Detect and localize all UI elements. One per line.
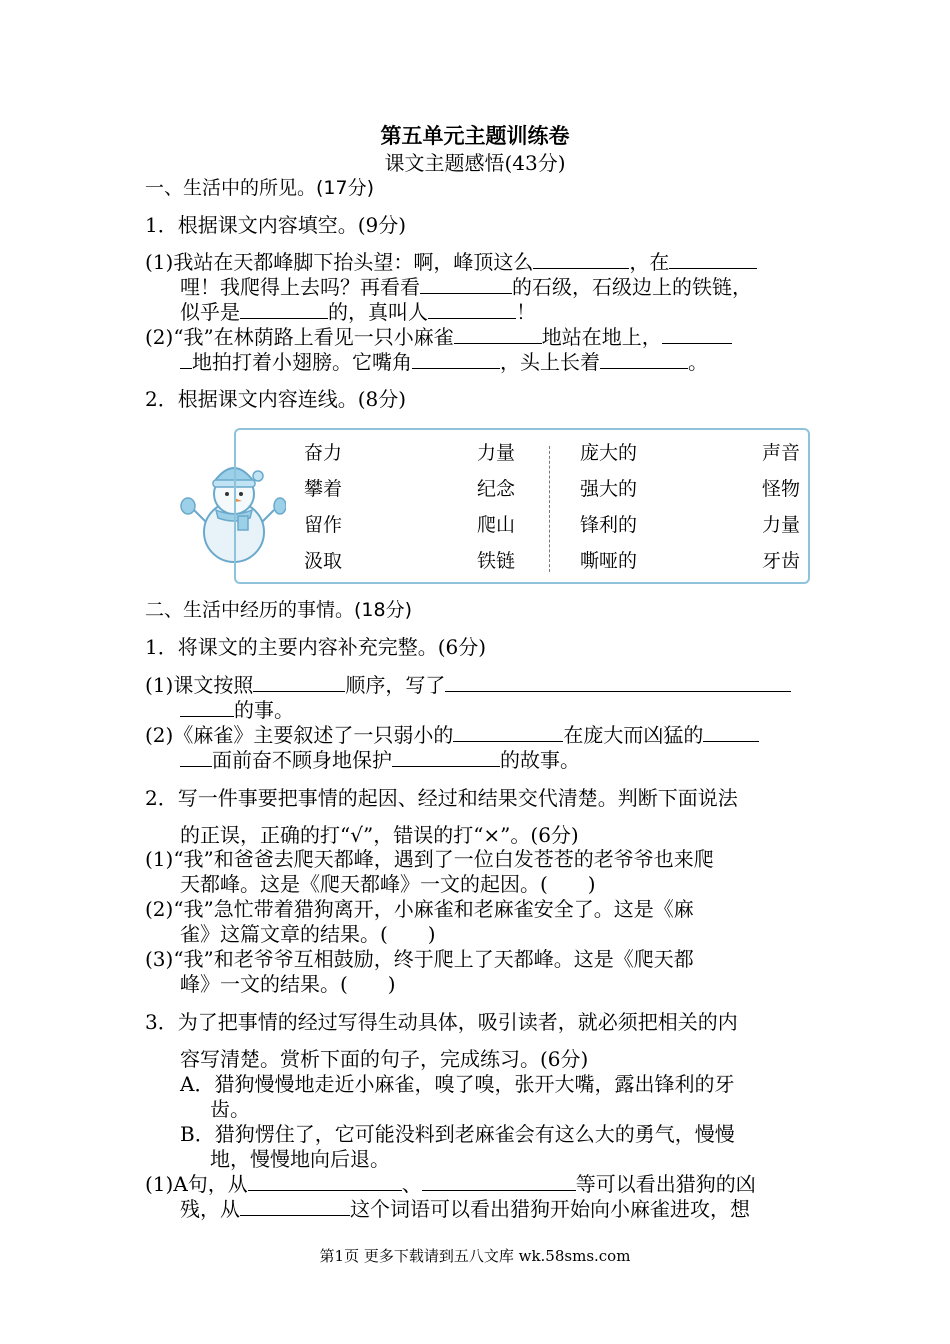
page-subtitle: 课文主题感悟(43分) (384, 151, 566, 175)
sentence-b: 地，慢慢地向后退。 (210, 1147, 390, 1171)
judgement-item: (3)“我”和老爷爷互相鼓励，终于爬上了天都峰。这是《爬天都 (145, 947, 694, 971)
section-heading: 二、生活中经历的事情。(18分) (145, 599, 413, 621)
fill-line: 地拍打着小翅膀。它嘴角 ，头上长着 。 (180, 350, 708, 374)
fill-line: (1)我站在天都峰脚下抬头望：啊，峰顶这么 ，在 (145, 250, 757, 274)
match-word[interactable]: 力量 (477, 442, 516, 464)
fill-line: (2)《麻雀》主要叙述了一只弱小的 在庞大而凶猛的 (145, 723, 759, 747)
match-word[interactable]: 怪物 (762, 478, 801, 500)
answer-blank[interactable] (420, 275, 512, 294)
answer-blank[interactable] (600, 350, 688, 369)
fill-line: (1)A句，从 、 等可以看出猎狗的凶 (145, 1172, 756, 1196)
page-footer: 第1页 更多下载请到五八文库 wk.58sms.com (319, 1247, 631, 1265)
fill-line: 残，从 这个词语可以看出猎狗开始向小麻雀进攻，想 (180, 1197, 750, 1221)
match-word[interactable]: 锋利的 (580, 514, 638, 536)
answer-blank[interactable] (533, 250, 629, 269)
question-prompt: 容写清楚。赏析下面的句子，完成练习。(6分) (180, 1047, 589, 1071)
answer-blank[interactable] (253, 673, 345, 692)
match-word[interactable]: 力量 (762, 514, 801, 536)
answer-blank[interactable] (454, 325, 542, 344)
match-word[interactable]: 牙齿 (762, 550, 801, 572)
fill-line: 哩！我爬得上去吗？再看看 的石级，石级边上的铁链， (180, 275, 752, 299)
judgement-item: (2)“我”急忙带着猎狗离开，小麻雀和老麻雀安全了。这是《麻 (145, 897, 694, 921)
match-word[interactable]: 汲取 (304, 550, 343, 572)
question-prompt: 3．为了把事情的经过写得生动具体，吸引读者，就必须把相关的内 (145, 1010, 738, 1034)
matching-divider (549, 446, 550, 572)
answer-blank[interactable] (180, 350, 192, 369)
answer-blank[interactable] (392, 748, 500, 767)
question-prompt: 2．写一件事要把事情的起因、经过和结果交代清楚。判断下面说法 (145, 786, 738, 810)
match-word[interactable]: 留作 (304, 514, 343, 536)
match-word[interactable]: 纪念 (477, 478, 516, 500)
judgement-item: (1)“我”和爸爸去爬天都峰，遇到了一位白发苍苍的老爷爷也来爬 (145, 847, 714, 871)
fill-line: (1)课文按照 顺序，写了 (145, 673, 791, 697)
match-word[interactable]: 庞大的 (580, 442, 638, 464)
match-word[interactable]: 嘶哑的 (580, 550, 638, 572)
fill-line: 面前奋不顾身地保护 的故事。 (180, 748, 580, 772)
answer-blank[interactable] (240, 300, 328, 319)
answer-blank[interactable] (422, 1172, 576, 1191)
answer-blank[interactable] (703, 723, 759, 742)
answer-blank[interactable] (662, 325, 732, 344)
judgement-item: 雀》这篇文章的结果。( ) (180, 922, 436, 946)
question-prompt: 1．将课文的主要内容补充完整。(6分) (145, 635, 487, 659)
fill-line: 的事。 (180, 698, 294, 722)
answer-blank[interactable] (428, 300, 516, 319)
question-prompt: 的正误，正确的打“√”，错误的打“×”。(6分) (180, 823, 579, 847)
match-word[interactable]: 爬山 (477, 514, 516, 536)
sentence-a: 齿。 (210, 1097, 250, 1121)
judgement-item: 天都峰。这是《爬天都峰》一文的起因。( ) (180, 872, 596, 896)
match-word[interactable]: 奋力 (304, 442, 343, 464)
match-word[interactable]: 铁链 (477, 550, 516, 572)
match-word[interactable]: 攀着 (304, 478, 343, 500)
answer-blank[interactable] (453, 723, 563, 742)
fill-line: 似乎是 的，真叫人 ！ (180, 300, 536, 324)
answer-blank[interactable] (445, 673, 791, 692)
answer-blank[interactable] (180, 698, 234, 717)
question-prompt: 2．根据课文内容连线。(8分) (145, 387, 407, 411)
sentence-b: B．猎狗愣住了，它可能没料到老麻雀会有这么大的勇气，慢慢 (180, 1122, 735, 1146)
judgement-item: 峰》一文的结果。( ) (180, 972, 396, 996)
answer-blank[interactable] (180, 748, 212, 767)
section-heading: 一、生活中的所见。(17分) (145, 177, 375, 199)
fill-line: (2)“我”在林荫路上看见一只小麻雀 地站在地上， (145, 325, 732, 349)
match-word[interactable]: 强大的 (580, 478, 638, 500)
answer-blank[interactable] (240, 1197, 350, 1216)
answer-blank[interactable] (412, 350, 500, 369)
answer-blank[interactable] (248, 1172, 402, 1191)
question-prompt: 1．根据课文内容填空。(9分) (145, 213, 407, 237)
answer-blank[interactable] (669, 250, 757, 269)
match-word[interactable]: 声音 (762, 442, 801, 464)
sentence-a: A．猎狗慢慢地走近小麻雀，嗅了嗅，张开大嘴，露出锋利的牙 (180, 1072, 735, 1096)
page-title: 第五单元主题训练卷 (380, 124, 570, 148)
